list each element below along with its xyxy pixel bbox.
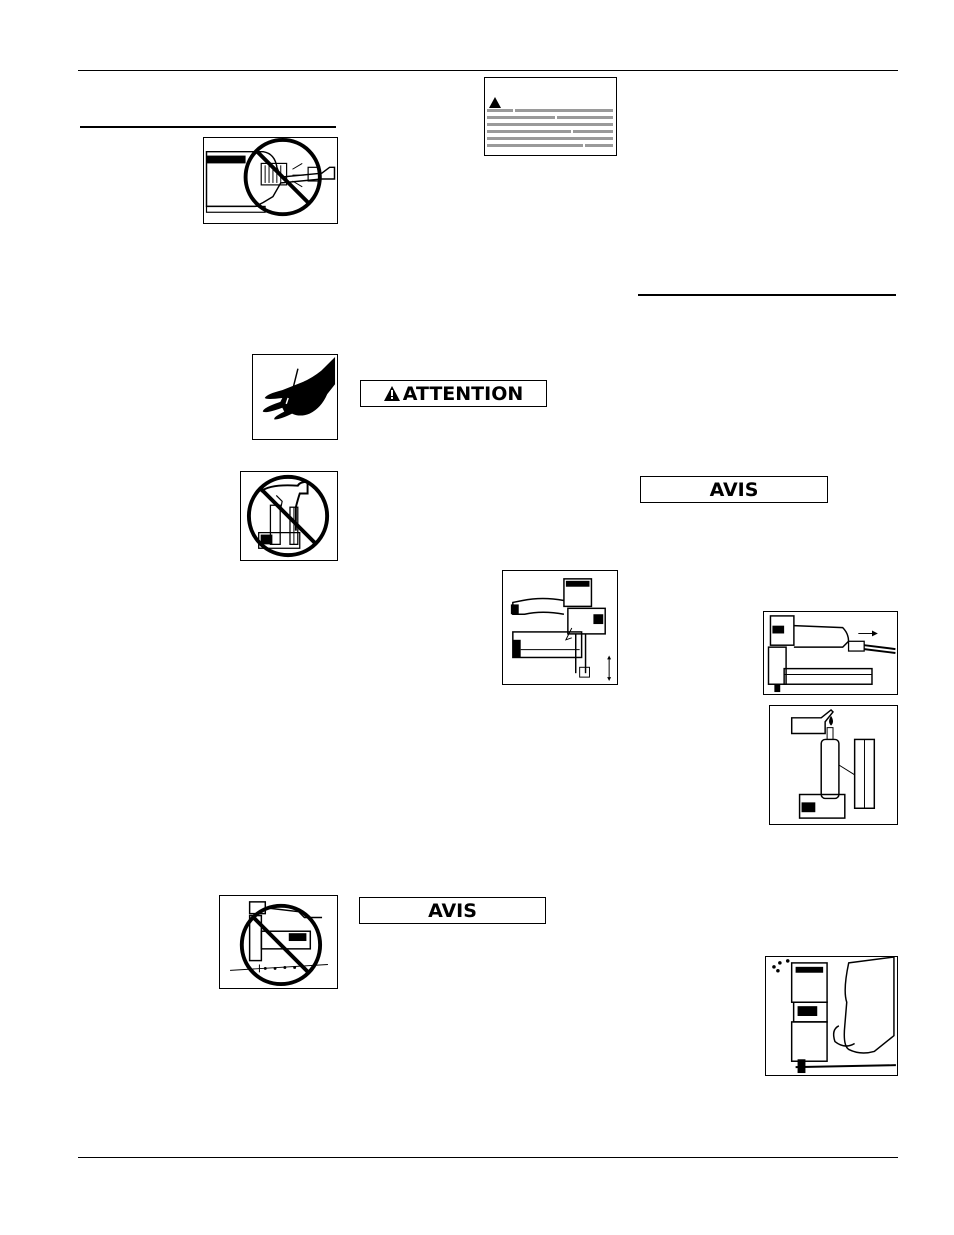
hand-injury-illustration [252,354,338,440]
warning-triangle-icon [384,386,400,401]
warning-label-illustration [484,77,617,156]
disconnect-air-illustration [763,611,898,695]
attention-label: ATTENTION [402,382,524,405]
no-nailer-on-surface-illustration [219,895,338,989]
nailer-icon [821,739,839,798]
attention-notice [360,380,547,407]
top-rule [78,70,898,71]
exhaust-hand-illustration [765,956,898,1076]
depth-adjust-illustration [502,570,618,685]
section-rule-left [80,126,336,128]
section-rule-right [638,294,896,296]
avis-label: AVIS [428,899,477,922]
avis-label: AVIS [709,478,759,501]
avis-notice-bottom [359,897,546,924]
hand-icon [263,357,335,420]
oil-inlet-illustration [769,705,898,825]
bottom-rule [78,1157,898,1158]
no-hose-disconnect-illustration [203,137,338,224]
avis-notice-right [640,476,828,503]
no-carrying-by-hose-illustration [240,471,338,561]
warning-triangle-icon [489,97,501,108]
